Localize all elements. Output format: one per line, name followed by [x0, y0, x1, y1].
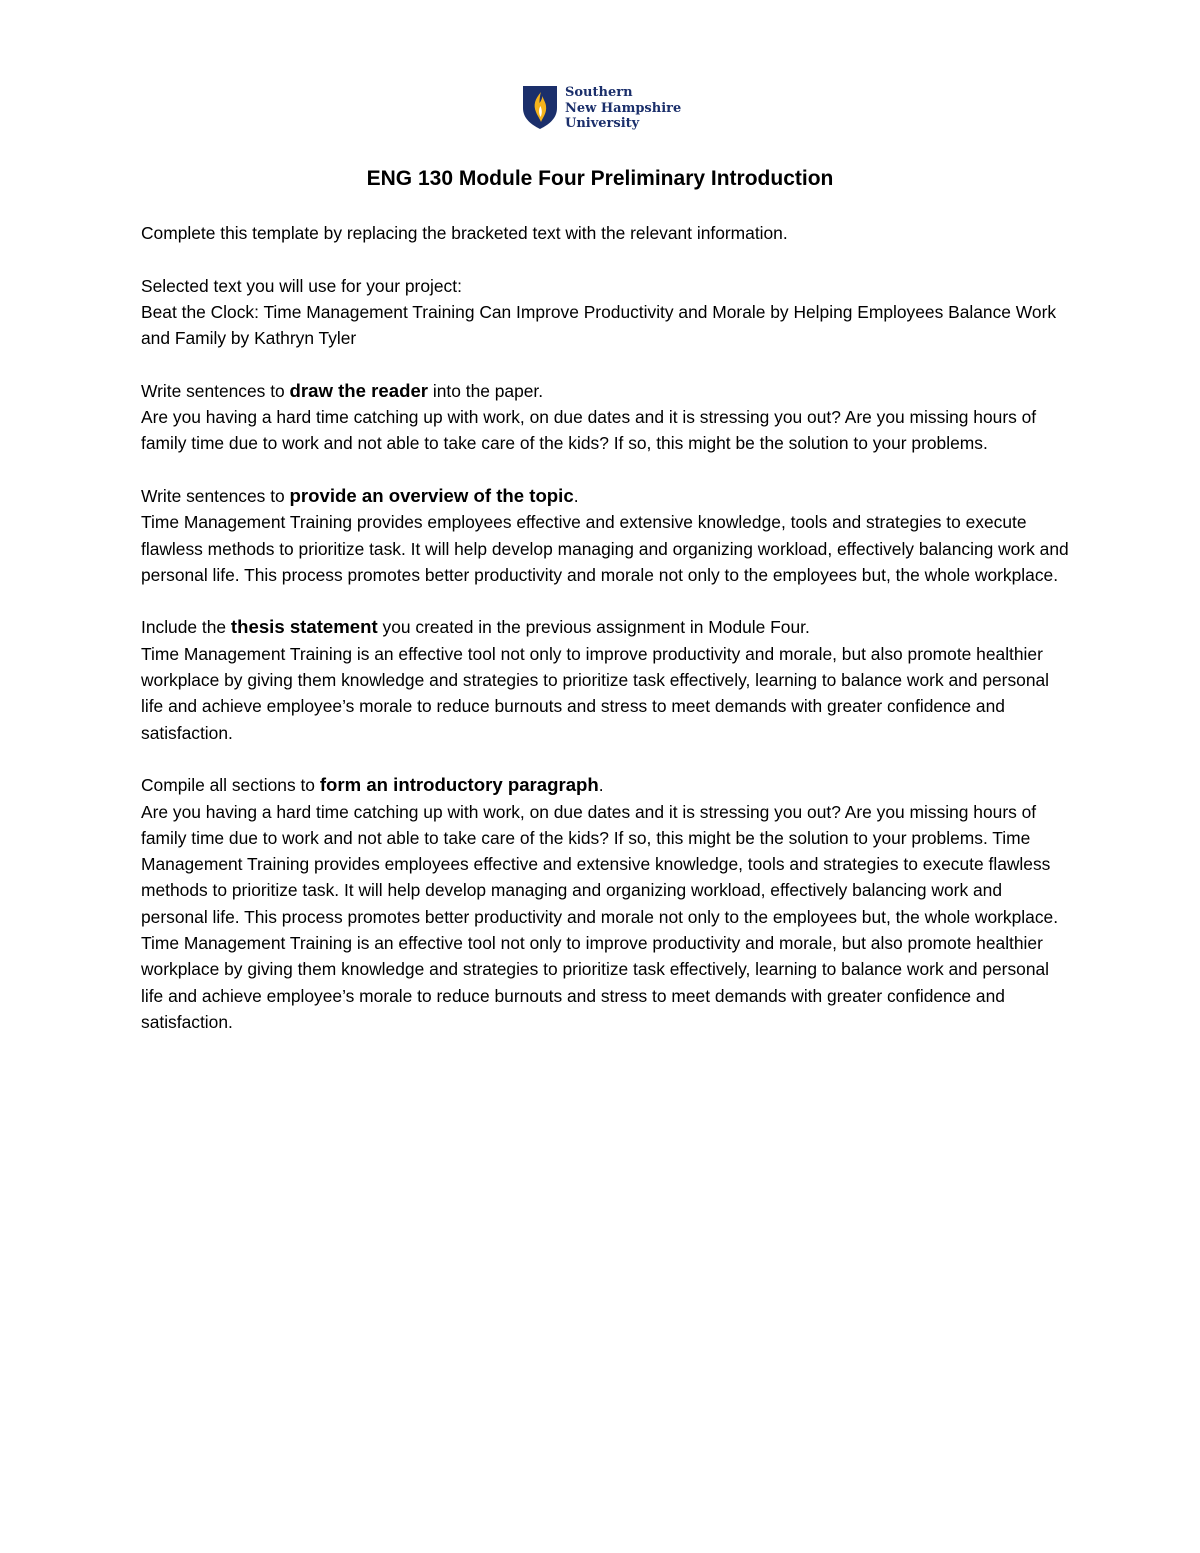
selected-text-answer: Beat the Clock: Time Management Training Can Improve Productivity and Morale by Helping Employees Balance Work and Family by Kathryn Tyler [141, 301, 1057, 349]
overview-answer: Time Management Training provides employees effective and extensive knowledge, tools and strategies to execute flawless methods to prioritize task. It will help develop managing and organizing workload, effectively balancing work and personal life. This process promotes better productivity and morale not only to the employees but, the whole workplace. [141, 512, 1069, 585]
thesis-answer: Time Management Training is an effective tool not only to improve productivity and morale, but also promote healthier workplace by giving them knowledge and strategies to prioritize task effectively, learning to balance work and personal life and achieve employee’s morale to reduce burnouts and stress to meet demands with greater confidence and satisfaction. [141, 643, 1050, 743]
draw-reader-answer: Are you having a hard time catching up with work, on due dates and it is stressing you out? Are you missing hours of family time due to work and not able to take care of the kids? If so, this might be the solution to your problems. [141, 407, 1037, 454]
logo-wordmark [565, 85, 681, 132]
overview-prompt: Write sentences to provide an overview of the topic. [141, 484, 579, 506]
flame-shield-icon [521, 84, 559, 130]
thesis-prompt: Include the thesis statement you created in the previous assignment in Module Four. [141, 616, 810, 638]
document-body [141, 220, 1071, 1035]
logo-line-2: New Hampshire [565, 100, 682, 116]
draw-reader-prompt: Write sentences to draw the reader into the paper. [141, 379, 544, 401]
logo-line-3: University [565, 116, 640, 131]
introduction-answer: Are you having a hard time catching up with work, on due dates and it is stressing you out? Are you missing hours of family time due to work and not able to take care of the kids? If so, this might be the solution to your problems. Time Management Training provides employees effective and extensive knowledge, tools and strategies to execute flawless methods to prioritize task. It will help develop managing and organizing workload, effectively balancing work and personal life. This process promotes better productivity and morale not only to the employees but, the whole workplace. Time Management Training is an effective tool not only to improve productivity and morale, but also promote healthier workplace by giving them knowledge and strategies to prioritize task effectively, learning to balance work and personal life and achieve employee’s morale to reduce burnouts and stress to meet demands with greater confidence and satisfaction. [141, 801, 1059, 1032]
instructions-text: Complete this template by replacing the bracketed text with the relevant information. [141, 223, 788, 243]
introduction-prompt: Compile all sections to form an introductory paragraph. [141, 774, 604, 796]
snhu-logo [521, 84, 701, 134]
selected-text-prompt: Selected text you will use for your project: [141, 275, 462, 296]
document-title: ENG 130 Module Four Preliminary Introduction [366, 167, 834, 190]
logo-line-1: Southern [565, 85, 633, 100]
